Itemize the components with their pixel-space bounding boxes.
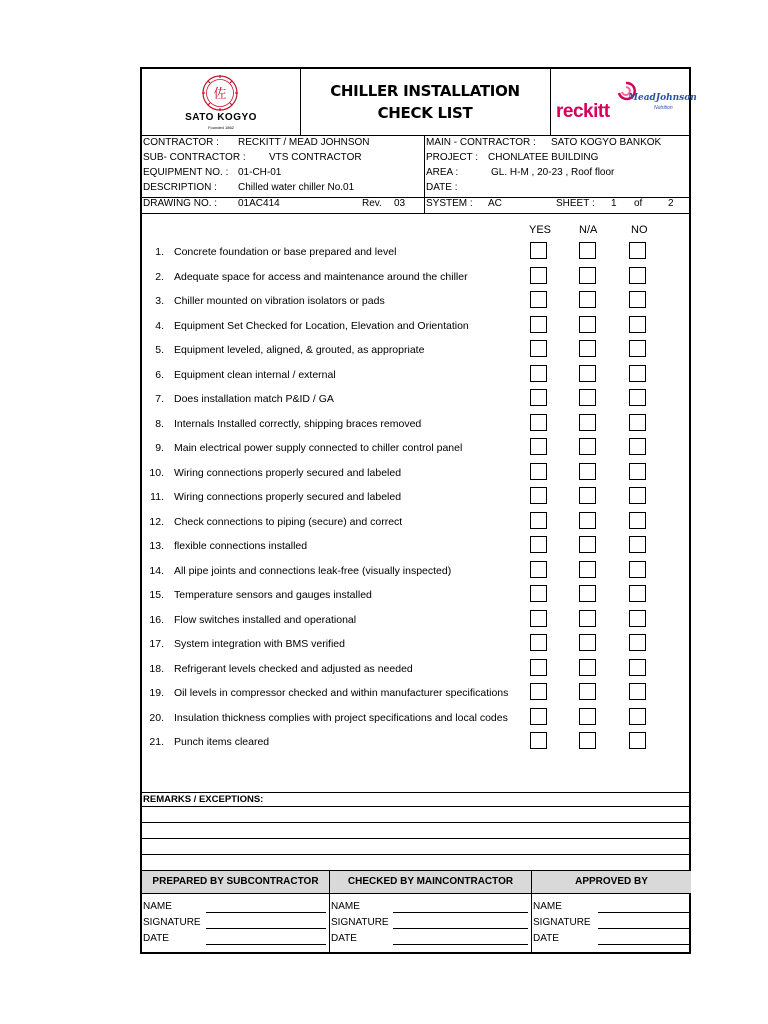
- checkbox-yes[interactable]: [530, 634, 547, 651]
- item-number: 5.: [155, 344, 164, 356]
- checkbox-no[interactable]: [629, 536, 646, 553]
- sato-kogyo-logo: [142, 69, 301, 135]
- title-line-2: CHECK LIST: [377, 104, 473, 122]
- checklist-item: [142, 388, 689, 413]
- rev-label: Rev.: [362, 198, 382, 209]
- checkbox-no[interactable]: [629, 414, 646, 431]
- project-value: CHONLATEE BUILDING: [488, 152, 599, 163]
- item-number: 17.: [149, 638, 164, 650]
- item-text: Does installation match P&ID / GA: [174, 393, 334, 405]
- description-value: Chilled water chiller No.01: [238, 182, 355, 193]
- equipment-no-value: 01-CH-01: [238, 167, 282, 178]
- contractor-value: RECKITT / MEAD JOHNSON: [238, 137, 370, 148]
- checked-signature-label: SIGNATURE: [331, 917, 389, 928]
- checkbox-na[interactable]: [579, 634, 596, 651]
- checkbox-no[interactable]: [629, 732, 646, 749]
- item-text: Equipment leveled, aligned, & grouted, as appropriate: [174, 344, 425, 356]
- checklist-item: [142, 658, 689, 683]
- checked-date-label: DATE: [331, 933, 357, 944]
- area-value: GL. H-M , 20-23 , Roof floor: [491, 167, 615, 178]
- prepared-signature-label: SIGNATURE: [143, 917, 201, 928]
- drawing-no-label: DRAWING NO. :: [143, 198, 218, 209]
- item-number: 15.: [149, 589, 164, 601]
- checkbox-yes[interactable]: [530, 732, 547, 749]
- checked-signature-field[interactable]: [393, 928, 528, 929]
- checklist-item: [142, 682, 689, 707]
- remarks-line-1: [142, 806, 689, 807]
- form-header: [142, 69, 697, 136]
- item-number: 2.: [155, 270, 164, 283]
- rev-value: 03: [394, 198, 406, 209]
- mead-johnson-subtitle: Nutrition: [654, 105, 673, 111]
- prepared-name-field[interactable]: [206, 912, 326, 913]
- approved-signature-label: SIGNATURE: [533, 917, 591, 928]
- system-value: AC: [488, 198, 502, 209]
- item-number: 10.: [149, 466, 164, 479]
- checkbox-na[interactable]: [579, 291, 596, 308]
- checkbox-na[interactable]: [579, 659, 596, 676]
- checkbox-yes[interactable]: [530, 536, 547, 553]
- checkbox-no[interactable]: [629, 365, 646, 382]
- checklist-item: [142, 413, 689, 438]
- checkbox-na[interactable]: [579, 610, 596, 627]
- approved-date-label: DATE: [533, 933, 559, 944]
- checkbox-na[interactable]: [579, 683, 596, 700]
- checklist-item: [142, 584, 689, 609]
- checked-by-header: CHECKED BY MAINCONTRACTOR: [330, 871, 531, 894]
- item-number: 19.: [149, 687, 164, 699]
- sheet-value: 1: [611, 198, 617, 209]
- checklist-item: [142, 511, 689, 536]
- item-text: All pipe joints and connections leak-free (visually inspected): [174, 564, 452, 577]
- checkbox-na[interactable]: [579, 340, 596, 357]
- checkbox-yes[interactable]: [530, 561, 547, 578]
- item-number: 6.: [155, 368, 164, 381]
- checkbox-no[interactable]: [629, 561, 646, 578]
- item-text: Chiller mounted on vibration isolators or pads: [174, 295, 385, 307]
- checkbox-no[interactable]: [629, 487, 646, 504]
- checkbox-na[interactable]: [579, 487, 596, 504]
- item-text: Wiring connections properly secured and labeled: [174, 466, 402, 479]
- date-label: DATE :: [426, 182, 458, 193]
- checkbox-yes[interactable]: [530, 316, 547, 333]
- checkbox-no[interactable]: [629, 708, 646, 725]
- checkbox-yes[interactable]: [530, 389, 547, 406]
- sato-kogyo-emblem-icon: [200, 74, 240, 112]
- checkbox-no[interactable]: [629, 438, 646, 455]
- info-row-line: [142, 197, 689, 198]
- item-number: 21.: [149, 736, 164, 748]
- item-number: 20.: [149, 711, 164, 724]
- checkbox-no[interactable]: [629, 585, 646, 602]
- prepared-date-label: DATE: [143, 933, 169, 944]
- checkbox-no[interactable]: [629, 340, 646, 357]
- signoff-divider-2: [531, 871, 532, 954]
- checkbox-na[interactable]: [579, 732, 596, 749]
- sato-kogyo-name: SATO KOGYO: [185, 112, 257, 123]
- checkbox-na[interactable]: [579, 438, 596, 455]
- main-contractor-label: MAIN - CONTRACTOR :: [426, 137, 536, 148]
- checkbox-yes[interactable]: [530, 585, 547, 602]
- checkbox-no[interactable]: [629, 463, 646, 480]
- item-number: 11.: [150, 491, 164, 503]
- checkbox-no[interactable]: [629, 634, 646, 651]
- checkbox-yes[interactable]: [530, 610, 547, 627]
- checkbox-na[interactable]: [579, 708, 596, 725]
- reckitt-wordmark: reckitt: [556, 101, 610, 122]
- system-label: SYSTEM :: [426, 198, 473, 209]
- sato-kogyo-founded: Founded 1862: [208, 125, 234, 130]
- checkbox-yes[interactable]: [530, 340, 547, 357]
- checklist-item: [142, 731, 689, 756]
- checkbox-na[interactable]: [579, 561, 596, 578]
- checkbox-na[interactable]: [579, 512, 596, 529]
- approved-signature-field[interactable]: [598, 928, 690, 929]
- prepared-date-field[interactable]: [206, 944, 326, 945]
- remarks-line-2: [142, 822, 689, 823]
- checkbox-na[interactable]: [579, 389, 596, 406]
- item-text: Adequate space for access and maintenance around the chiller: [174, 270, 468, 283]
- checklist-item: [142, 535, 689, 560]
- prepared-name-label: NAME: [143, 901, 172, 912]
- remarks-line-4: [142, 854, 689, 855]
- item-text: Punch items cleared: [174, 736, 270, 748]
- checkbox-yes[interactable]: [530, 291, 547, 308]
- checkbox-no[interactable]: [629, 267, 646, 284]
- checkbox-no[interactable]: [629, 512, 646, 529]
- item-text: Temperature sensors and gauges installed: [174, 589, 372, 601]
- item-text: Main electrical power supply connected to chiller control panel: [174, 442, 463, 454]
- checklist-item: [142, 241, 689, 266]
- checklist-item: [142, 707, 689, 732]
- item-number: 8.: [155, 417, 164, 430]
- sheet-label: SHEET :: [556, 198, 595, 209]
- prepared-signature-field[interactable]: [206, 928, 326, 929]
- approved-date-field[interactable]: [598, 944, 690, 945]
- sub-contractor-value: VTS CONTRACTOR: [269, 152, 362, 163]
- signoff-section: [142, 871, 689, 954]
- sub-contractor-label: SUB- CONTRACTOR :: [143, 152, 246, 163]
- checked-date-field[interactable]: [393, 944, 528, 945]
- checkbox-yes[interactable]: [530, 267, 547, 284]
- checkbox-na[interactable]: [579, 536, 596, 553]
- checklist-item: [142, 560, 689, 585]
- item-number: 12.: [149, 515, 164, 528]
- checklist-item: [142, 315, 689, 340]
- drawing-no-value: 01AC414: [238, 198, 280, 209]
- item-number: 1.: [155, 246, 164, 258]
- mead-johnson-wordmark: MeadJohnson: [628, 93, 697, 103]
- checkbox-yes[interactable]: [530, 683, 547, 700]
- checkbox-no[interactable]: [629, 610, 646, 627]
- checkbox-no[interactable]: [629, 659, 646, 676]
- approved-name-label: NAME: [533, 901, 562, 912]
- checkbox-yes[interactable]: [530, 438, 547, 455]
- item-text: Flow switches installed and operational: [174, 613, 357, 626]
- item-number: 9.: [155, 442, 164, 454]
- checked-name-label: NAME: [331, 901, 360, 912]
- project-label: PROJECT :: [426, 152, 479, 163]
- item-text: Wiring connections properly secured and labeled: [174, 491, 402, 503]
- checkbox-yes[interactable]: [530, 487, 547, 504]
- item-number: 13.: [149, 540, 164, 552]
- checkbox-no[interactable]: [629, 316, 646, 333]
- checkbox-yes[interactable]: [530, 242, 547, 259]
- checkbox-na[interactable]: [579, 316, 596, 333]
- item-text: Refrigerant levels checked and adjusted as needed: [174, 662, 413, 675]
- checklist-item: [142, 486, 689, 511]
- checkbox-no[interactable]: [629, 389, 646, 406]
- remarks-label: REMARKS / EXCEPTIONS:: [143, 794, 264, 805]
- checkbox-no[interactable]: [629, 291, 646, 308]
- main-contractor-value: SATO KOGYO BANKOK: [551, 137, 662, 148]
- prepared-by-header: PREPARED BY SUBCONTRACTOR: [142, 871, 329, 894]
- checkbox-na[interactable]: [579, 267, 596, 284]
- item-number: 16.: [149, 613, 164, 626]
- approved-by-header: APPROVED BY: [532, 871, 691, 894]
- checkbox-yes[interactable]: [530, 708, 547, 725]
- checkbox-na[interactable]: [579, 414, 596, 431]
- title-line-1: CHILLER INSTALLATION: [330, 82, 520, 100]
- reckitt-mead-johnson-logo: [550, 69, 697, 135]
- item-text: Oil levels in compressor checked and within manufacturer specifications: [174, 687, 509, 699]
- approved-name-field[interactable]: [598, 912, 690, 913]
- column-no: NO: [631, 224, 648, 236]
- item-text: Concrete foundation or base prepared and level: [174, 246, 397, 258]
- sheet-total: 2: [668, 198, 674, 209]
- item-text: Equipment clean internal / external: [174, 368, 336, 381]
- checklist-item: [142, 609, 689, 634]
- checkbox-na[interactable]: [579, 585, 596, 602]
- item-text: Internals Installed correctly, shipping braces removed: [174, 417, 422, 430]
- checklist-item: [142, 462, 689, 487]
- checkbox-no[interactable]: [629, 683, 646, 700]
- sheet-of-label: of: [634, 198, 643, 209]
- checkbox-yes[interactable]: [530, 512, 547, 529]
- checklist-item: [142, 437, 689, 462]
- checkbox-yes[interactable]: [530, 463, 547, 480]
- column-yes: YES: [529, 224, 552, 236]
- checklist-item: [142, 633, 689, 658]
- item-number: 7.: [155, 393, 164, 405]
- remarks-top-line: [142, 792, 689, 793]
- item-text: System integration with BMS verified: [174, 638, 345, 650]
- checklist-item: [142, 339, 689, 364]
- checkbox-yes[interactable]: [530, 365, 547, 382]
- checkbox-na[interactable]: [579, 365, 596, 382]
- item-number: 3.: [155, 295, 164, 307]
- item-number: 14.: [149, 564, 164, 577]
- item-number: 4.: [155, 319, 164, 332]
- checked-name-field[interactable]: [393, 912, 528, 913]
- checklist-item: [142, 364, 689, 389]
- checkbox-no[interactable]: [629, 242, 646, 259]
- checkbox-yes[interactable]: [530, 659, 547, 676]
- item-text: Check connections to piping (secure) and correct: [174, 515, 403, 528]
- item-text: flexible connections installed: [174, 540, 308, 552]
- info-divider: [424, 135, 425, 213]
- form-title: [300, 69, 551, 135]
- item-text: Equipment Set Checked for Location, Elevation and Orientation: [174, 319, 469, 332]
- contractor-label: CONTRACTOR :: [143, 137, 219, 148]
- equipment-no-label: EQUIPMENT NO. :: [143, 167, 229, 178]
- item-text: Insulation thickness complies with project specifications and local codes: [174, 711, 508, 724]
- area-label: AREA :: [426, 167, 459, 178]
- checkbox-na[interactable]: [579, 242, 596, 259]
- column-na: N/A: [579, 224, 598, 236]
- project-info: [142, 135, 689, 214]
- description-label: DESCRIPTION :: [143, 182, 217, 193]
- checkbox-na[interactable]: [579, 463, 596, 480]
- sato-glyph: 佐: [213, 87, 227, 102]
- remarks-line-3: [142, 838, 689, 839]
- item-number: 18.: [149, 662, 164, 675]
- checklist-sheet: [140, 67, 697, 954]
- checklist-item: [142, 290, 689, 315]
- signoff-divider-1: [329, 871, 330, 954]
- checklist-item: [142, 266, 689, 291]
- checkbox-yes[interactable]: [530, 414, 547, 431]
